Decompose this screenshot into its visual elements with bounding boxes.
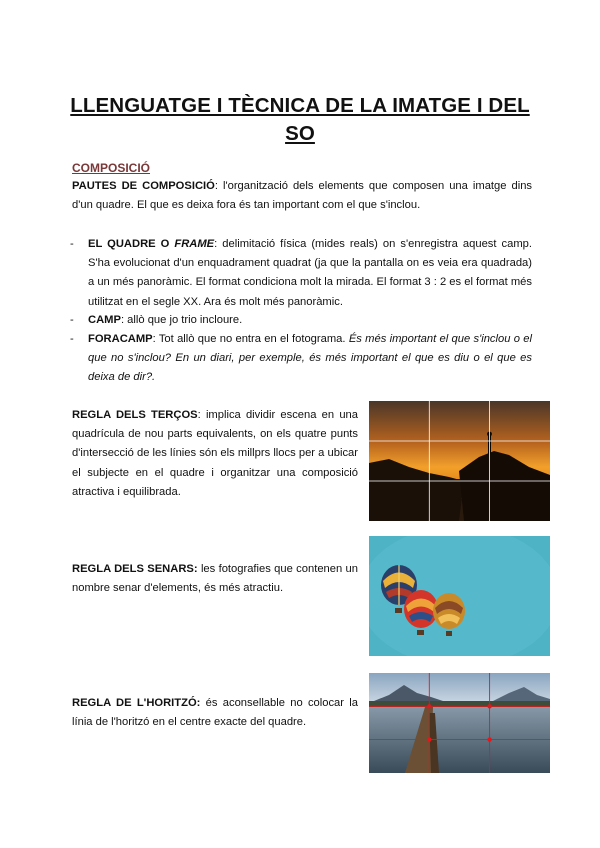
bullet-dash: - [70, 314, 74, 326]
horizon-photo [369, 673, 550, 773]
document-title: LLENGUATGE I TÈCNICA DE LA IMATGE I DEL SO [70, 94, 530, 145]
camp-label: CAMP [88, 314, 121, 326]
list-item-foracamp [70, 330, 532, 388]
frame-label: EL QUADRE O [88, 238, 175, 250]
rule-horizon-text: és aconsellable no colocar la línia de l'horitzó en el centre exacte del quadre. [72, 697, 358, 729]
camp-text: : allò que jo trio incloure. [120, 314, 243, 326]
intro-label: PAUTES DE COMPOSICIÓ [72, 180, 215, 192]
intro-paragraph [72, 177, 532, 215]
bullet-dash: - [70, 238, 74, 250]
frame-text: : delimitació física (mides reals) on s'enregistra aquest camp. S'ha evolucionat d'un enquadrament quadrat (ja que la pantalla on es veia era quadrada) a un més panoràmic. El format condiciona molt la mirada. El format 3 : 2 es el format més utilitzat en el segle XX. Ara és molt més panoràmic. [88, 238, 532, 308]
list-item-camp [70, 311, 532, 330]
bullet-dash: - [70, 333, 74, 345]
foracamp-label: FORACAMP [88, 333, 153, 345]
list-item-frame [70, 235, 532, 312]
section-heading: COMPOSICIÓ [72, 161, 151, 175]
rule-thirds-paragraph [72, 406, 358, 502]
balloons-photo [369, 536, 550, 656]
foracamp-text: : Tot allò que no entra en el fotograma. [152, 333, 349, 345]
rule-odds-paragraph [72, 560, 358, 598]
rule-horizon-label: REGLA DE L'HORITZÓ: [72, 697, 201, 709]
rule-horizon-paragraph [72, 694, 358, 732]
rule-odds-text: les fotografies que contenen un nombre senar d'elements, és més atractiu. [72, 563, 358, 595]
rule-of-thirds-photo [369, 401, 550, 521]
rule-odds-label: REGLA DELS SENARS: [72, 563, 198, 575]
foracamp-question: És més important el que s'inclou o el que no s'inclou? En un diari, per exemple, és més important el que es diu o el que es deixa de dir?. [88, 333, 532, 384]
rule-thirds-label: REGLA DELS TERÇOS [72, 409, 198, 421]
frame-label-italic: FRAME [174, 238, 215, 250]
intro-text: : l'organització dels elements que composen una imatge dins d'un quadre. El que es deixa fora és tan important com el que s'inclou. [72, 180, 533, 212]
rule-thirds-text: : implica dividir escena en una quadrícula de nou parts equivalents, on els quatre punts d'intersecció de les línies són els millprs llocs per a ubicar el subjecte en el quadre i organitzar una composició atractiva i equilibrada. [72, 409, 358, 498]
